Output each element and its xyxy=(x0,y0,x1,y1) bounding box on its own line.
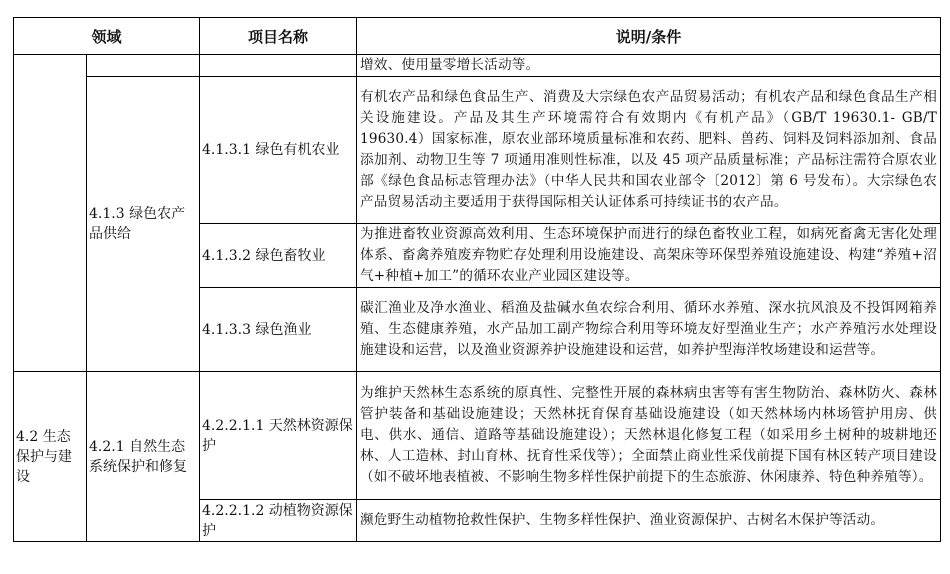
description-cell: 为推进畜牧业资源高效利用、生态环境保护而进行的绿色畜牧业工程，如病死畜禽无害化处理体系、畜禽养殖废弃物贮存处理利用设施建设、高架床等环保型养殖设施建设、构建“养殖+沼气+种植+加工”的循环农业产业园区建设等。 xyxy=(357,224,941,288)
table-row xyxy=(14,77,941,224)
table-row xyxy=(14,55,941,77)
domain-cell: 4.2 生态保护与建设 xyxy=(14,372,87,542)
table-row xyxy=(14,372,941,500)
subdomain-cell: 4.1.3 绿色农产品供给 xyxy=(87,77,200,372)
project-cell: 4.1.3.1 绿色有机农业 xyxy=(200,77,357,224)
project-cell-continued xyxy=(200,55,357,77)
subdomain-cell: 4.2.1 自然生态系统保护和修复 xyxy=(87,372,200,542)
project-cell: 4.2.2.1.2 动植物资源保护 xyxy=(200,500,357,542)
classification-table xyxy=(13,17,941,542)
header-domain: 领域 xyxy=(14,18,200,55)
table-header-row xyxy=(14,18,941,55)
project-cell: 4.1.3.3 绿色渔业 xyxy=(200,288,357,372)
description-cell: 濒危野生动植物抢救性保护、生物多样性保护、渔业资源保护、古树名木保护等活动。 xyxy=(357,500,941,542)
header-project-name: 项目名称 xyxy=(200,18,357,55)
description-cell: 碳汇渔业及净水渔业、稻渔及盐碱水鱼农综合利用、循环水养殖、深水抗风浪及不投饵网箱养殖、生态健康养殖，水产品加工副产物综合利用等环境友好型渔业生产；水产养殖污水处理设施建设和运营，以及渔业资源养护设施建设和运营，如养护型海洋牧场建设和运营等。 xyxy=(357,288,941,372)
domain-cell-41-continued xyxy=(14,55,87,372)
description-cell: 增效、使用量零增长活动等。 xyxy=(357,55,941,77)
subdomain-cell-continued xyxy=(87,55,200,77)
description-cell: 有机农产品和绿色食品生产、消费及大宗绿色农产品贸易活动；有机农产品和绿色食品生产相关设施建设。产品及其生产环境需符合有效期内《有机产品》（GB/T 19630.1- GB/T 19630.4）国家标准，原农业部环境质量标准和农药、肥料、兽药、饲料及饲料添加剂、食品添加剂、动物卫生等 7 项通用准则性标准，以及 45 项产品质量标准；产品标注需符合原农业部《绿色食品标志管理办法》（中华人民共和国农业部令〔2012〕第 6 号发布）。大宗绿色农产品贸易活动主要适用于获得国际相关认证体系可持续证书的农产品。 xyxy=(357,77,941,224)
project-cell: 4.2.2.1.1 天然林资源保护 xyxy=(200,372,357,500)
description-cell: 为维护天然林生态系统的原真性、完整性开展的森林病虫害等有害生物防治、森林防火、森林管护装备和基础设施建设；天然林抚育保育基础设施建设（如天然林场内林场管护用房、供电、供水、通信、道路等基础设施建设）；天然林退化修复工程（如采用乡土树种的坡耕地还林、人工造林、封山育林、抚育性采伐等）；全面禁止商业性采伐前提下国有林区转产项目建设（如不破坏地表植被、不影响生物多样性保护前提下的生态旅游、休闲康养、特色种养殖等）。 xyxy=(357,372,941,500)
project-cell: 4.1.3.2 绿色畜牧业 xyxy=(200,224,357,288)
header-description: 说明/条件 xyxy=(357,18,941,55)
